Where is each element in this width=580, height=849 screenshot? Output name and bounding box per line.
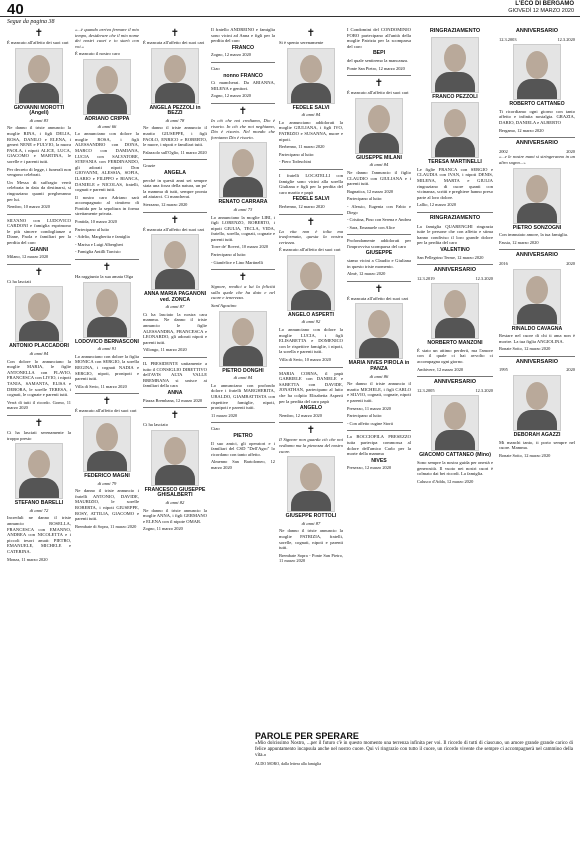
participants-title: Partecipano al lutto: xyxy=(211,252,247,258)
deceased-name: GIACOMO CATTANEO (Mino) xyxy=(419,452,491,459)
notice-place-date: Brembate Sopra - Ponte San Pietro, 11 marzo 2020 xyxy=(279,552,343,564)
notice-place-date: Palazzolo sull'Oglio, 11 marzo 2020 xyxy=(143,149,207,155)
cross-icon: ✝ xyxy=(102,396,112,408)
portrait-photo xyxy=(219,311,267,367)
deceased-name: DEBORAH AGAZZI xyxy=(513,432,561,439)
deceased-name: NORBERTO MANZONI xyxy=(427,340,483,347)
notice-text: Ci mancherai. Da ARIANNA, MILENA e genitori. xyxy=(211,80,275,91)
notice-text: Ne danno il triste annuncio il marito MICHELE, i figli CARLO e SILVIO, cognati, cognate, nipoti e parenti tutti. xyxy=(347,381,411,403)
notice-place-date: Milano, 12 marzo 2020 xyxy=(7,254,49,260)
deceased-name: ANGELO xyxy=(299,405,323,412)
notice-place-date: Zogno, 12 marzo 2020 xyxy=(211,93,251,99)
participant: - Con affetto cugine Storti xyxy=(347,420,394,426)
notice-intro: Ciao xyxy=(211,426,220,432)
participant: - Sara, Emanuele con Alice xyxy=(347,224,395,230)
portrait-photo xyxy=(513,375,561,431)
deceased-name: PIETRO xyxy=(233,432,253,439)
participants-title: Partecipano al lutto: xyxy=(279,151,315,157)
notice-text: Il suo amici, gli operatori e i familiari del CSD "Dell'Agro" lo ricordano con tanto affetto. xyxy=(211,440,275,457)
notice-place-date: Almè, 12 marzo 2020 xyxy=(347,271,386,277)
deceased-name: TERESA MARTINELLI xyxy=(428,159,482,166)
portrait-photo xyxy=(151,430,199,486)
deceased-age: di anni 83 xyxy=(29,117,49,123)
notice-quote: «...è quando arriva fermare il mio tempo, desiderare che il mio nome dei nostri cuori e io starò con voi.» xyxy=(75,27,139,49)
notice-text: Lo annunciano addolorati la moglie GIULIANA, i figli IVO, PATRIZIO e SUSANNA, nuore e nipoti. xyxy=(279,119,343,142)
portrait-photo xyxy=(287,48,335,104)
notice-intro: Ha raggiunto la sua amata Olga xyxy=(75,274,134,280)
deceased-name: RINALDO CAVAGNA xyxy=(511,325,563,332)
cross-icon: ✝ xyxy=(374,283,384,295)
publication-info xyxy=(508,1,574,14)
participant: - Alessio, Eugenia con Fabio e Diego xyxy=(347,203,411,215)
notice-quote: Signore, rendici a lui la felicità sulla quale che ha dato e nel cuore e tenerezza. xyxy=(211,284,275,301)
notice-text: Lo annunciano con dolore la figlia MONICA con SERGIO, la sorella REGINA, i cognati NADIA e SERGIO, nipoti, pronipoti e parenti tutti. xyxy=(75,353,139,382)
deceased-name: ANGELO ASPERTI xyxy=(288,311,334,318)
notice-text: Con immutato amore, la tua famiglia. xyxy=(499,232,569,238)
deceased-age: di anni 73 xyxy=(233,206,253,212)
deceased-name: LODOVICO BERNASCONI xyxy=(75,338,139,345)
notice-text: La BOCCIOFILA PRESEZZO tutta partecipa commossa al dolore dell'amico Carlo per la morte della mamma xyxy=(347,434,411,457)
section-title: ANNIVERSARIO xyxy=(515,28,559,34)
section-title: ANNIVERSARIO xyxy=(515,252,559,259)
portrait-photo xyxy=(287,456,335,512)
portrait-photo xyxy=(219,142,267,198)
deceased-name: ROBERTO CATTANEO xyxy=(509,101,565,108)
notice-intro: È mancata all'affetto dei suoi cari xyxy=(143,226,205,232)
notice-quote: «...e le nostre mani si stringeranno in un altro sogno...» xyxy=(499,154,575,165)
deceased-name: FRANCO xyxy=(231,44,255,51)
notice-text: Un Messa di suffragio verrà celebrata in data da destinarsi, si ringraziano quanti pregheranno per lui. xyxy=(7,179,71,202)
notice-place-date: Ambivere, 12 marzo 2020 xyxy=(417,366,464,372)
notice-intro: Ci ha lasciati xyxy=(7,278,31,284)
notice-place-date: Pontida, 10 marzo 2020 xyxy=(75,219,117,225)
deceased-name: FEDELE SALVI xyxy=(292,196,330,203)
notice-text: siamo vicini a Claudio e Giuliana in questo triste momento. xyxy=(347,258,411,269)
notice-text: Con dolore lo annunciano la moglie MARIA, le figlie ANTONELLA con FLAVIO, FRANCESCA con LIVIO, i nipoti TANIA, SAMANTA, ELISA e DEBORA, le sorelle TERESA, i cognati, le cognate e parenti tutti. xyxy=(7,358,71,398)
cross-icon: ✝ xyxy=(170,410,180,422)
notice-intro: Si è spento serenamente xyxy=(279,40,324,45)
notice-intro: È mancato all'affetto dei suoi cari xyxy=(279,247,341,253)
deceased-age: di anni 72 xyxy=(29,507,49,513)
participant: - Piero Todeschini xyxy=(279,159,312,165)
notice-place-date: Bonate Sotto, 12 marzo 2020 xyxy=(499,452,551,458)
anniversary-dates: 12.3.2019 12.3.2020 xyxy=(417,275,493,281)
participants-title: Partecipano al lutto xyxy=(75,226,110,232)
notice-text: È stato un attimo perderti, ma l'amore con il quale ci hai avvolto ci accompagna ogni giorno. xyxy=(417,347,493,365)
deceased-age: di anni 84 xyxy=(369,162,389,168)
notice-place-date: Berbenno, 11 marzo 2020 xyxy=(279,144,325,150)
portrait-photo xyxy=(513,168,561,224)
deceased-name: FRANCO PEZZOLI xyxy=(432,93,478,100)
notice-place-date: Zogno, 11 marzo 2020 xyxy=(143,526,183,532)
column-5 xyxy=(279,27,343,845)
notice-quote: La vita non è tolta ma trasformata, questa la nostra certezza. xyxy=(279,228,343,245)
deceased-name: GIUSEPPE xyxy=(365,250,393,257)
notice-place-date: Bonate Sotto, 12 marzo 2020 xyxy=(499,346,551,352)
deceased-name: FEDERICO MAGNI xyxy=(84,472,130,479)
deceased-name: BEPI xyxy=(372,50,386,57)
notice-text: del quale sentiremo la mancanza. xyxy=(347,57,409,63)
notice-text: Ne danno il triste annuncio il marito GIUSEPPE, i figli PAOLO, ENRICO e ROBERTO, le nuore, i nipoti e familiari tutti. xyxy=(143,125,207,148)
portrait-photo xyxy=(15,48,63,104)
cross-icon: ✝ xyxy=(238,105,248,117)
notice-place-date: Lallio, 12 marzo 2020 xyxy=(417,202,457,208)
cross-icon: ✝ xyxy=(34,28,44,39)
notice-place-date: Brembate di Sopra, 11 marzo 2020 xyxy=(75,523,137,529)
deceased-name: ANTONIO PLACCADORI xyxy=(9,343,69,350)
notice-place-date: Stezzano, 12 marzo 2020 xyxy=(143,201,188,207)
notice-intro: Ci ha lasciato xyxy=(143,422,169,428)
notice-intro: Grazie xyxy=(143,163,156,169)
participant: - Famiglia Antilli Tarcisio xyxy=(75,249,121,255)
portrait-photo xyxy=(83,416,131,472)
cross-icon: ✝ xyxy=(374,78,384,90)
notice-intro: È mancato all'affetto dei suoi cari xyxy=(75,408,137,414)
parole-per-sperare-box xyxy=(255,733,573,767)
column-1 xyxy=(7,27,71,564)
section-title: ANNIVERSARIO xyxy=(433,379,477,386)
section-title: RINGRAZIAMENTO xyxy=(429,214,481,221)
notice-text: Per decreto di legge, i funerali non vengono celebrati. xyxy=(7,166,71,178)
portrait-photo xyxy=(513,269,561,325)
notice-place-date: Calusco d'Adda, 12 marzo 2020 xyxy=(417,478,474,484)
notice-place-date: Berbenno, 12 marzo 2020 xyxy=(279,203,325,209)
notice-place-date: Verrà di tutti il ricordo. Gorno, 11 marzo 2020 xyxy=(7,399,71,411)
cross-icon: ✝ xyxy=(170,214,180,226)
deceased-age: di anni 84 xyxy=(233,375,253,381)
deceased-age: di anni 87 xyxy=(165,304,185,310)
notice-text: Ne danno il triste annuncio la moglie RINA, i figli DELIA, ROSA, DANILO e ELENA, i generi NENE e FULVIO, la nuora PAOLA, i nipoti ALICE, LUCA, GIACOMO e MARTINA, le sorelle e i parenti tutti. xyxy=(7,125,71,164)
deceased-name: ANGELA PEZZOLI in BEZZI xyxy=(149,104,201,117)
deceased-name: NIVES xyxy=(371,457,387,464)
deceased-age: di anni 84 xyxy=(29,351,49,357)
column-8 xyxy=(499,27,575,845)
portrait-photo xyxy=(431,102,479,158)
deceased-name: ANNA xyxy=(167,390,183,396)
section-title: ANNIVERSARIO xyxy=(515,358,559,365)
column-6 xyxy=(347,27,411,727)
deceased-age: di anni 82 xyxy=(165,499,185,505)
notice-text: MARIA CORNA, il papà GABRIELE con DANIELE e SABETTA con DAVIDE, JONATHAN, partecipano al lutto che ha colpito Elisabetta Asperti per la perdita del caro papà xyxy=(279,370,343,404)
deceased-name: PIETRO DONGHI xyxy=(222,367,264,374)
notice-text: Mi manchi tanto, ti porto sempre nel cuore. Mamma. xyxy=(499,439,575,451)
notice-text: La famiglia QUARENGHI ringrazia tutte le persone che con affetto e stima hanno condiviso il loro grande dolore per la perdita del caro xyxy=(417,223,493,246)
cross-icon: ✝ xyxy=(306,216,316,228)
anniversary-dates: 1995 2020 xyxy=(499,367,575,373)
notice-text: Lo annunciano con profondo dolore i fratelli MARGHERITA, UBALDO, GIAMBATTISTA con rispettive famiglie, nipoti, pronipoti e parenti tutti. xyxy=(211,382,275,411)
notice-place-date: Monza, 11 marzo 2020 xyxy=(7,556,48,562)
anniversary-dates: 2002 2020 xyxy=(499,148,575,154)
deceased-name: PIETRO SONZOGNI xyxy=(512,224,562,231)
column-4 xyxy=(211,27,275,845)
deceased-name: GIUSEPPE MILANI xyxy=(356,154,402,161)
notice-place-date: Presezzo, 12 marzo 2020 xyxy=(347,465,392,471)
deceased-name: GIUSEPPE ROTTOLI xyxy=(285,513,337,520)
notice-place-date: Torre de' Roveri, 10 marzo 2020 xyxy=(211,244,269,250)
participants-title: Partecipano al lutto: xyxy=(347,196,383,202)
notice-place-date: Nembro, 10 marzo 2020 xyxy=(7,204,50,210)
cross-icon: ✝ xyxy=(102,262,112,274)
notice-quote: In ciò che noi crediamo, Dio è risorto. In ciò che noi neghiamo, Dio è risorto. Nel mondo che forniamo Dio è risorto. xyxy=(211,117,275,140)
notice-text: Ne danno il triste annuncio i fratelli ANTONIO, DAVIDE, MAURIZIO, le sorelle ROBERTA, i nipoti GIUSEPPE, ROSY, ATTILIA, GIACOMO e parenti tutti. xyxy=(75,488,139,522)
cross-icon: ✝ xyxy=(34,417,44,429)
notice-text: Ne danno il triste annuncio la moglie ANNA, i figli GERMANO e ELENA con il nipote OMAR. xyxy=(143,507,207,524)
notice-text: perché in questi anni sei sempre stata una forza della natura, un po' la mamma di tutti, sempre pronta ad aiutarci. Ci mancherai. xyxy=(143,177,207,200)
deceased-name: FRANCESCO GIUSEPPE GHISALBERTI xyxy=(144,486,206,499)
deceased-age: di anni 78 xyxy=(165,117,185,123)
deceased-name: GIANNI xyxy=(29,246,49,253)
parole-title: PAROLE PER SPERARE xyxy=(255,731,359,741)
portrait-photo xyxy=(151,234,199,290)
deceased-age: di anni 91 xyxy=(97,346,117,352)
portrait-photo xyxy=(513,44,561,100)
notice-quote: Il Signore non guarda ciò che noi vediamo ma la pienezza del nostro cuore. xyxy=(279,437,343,454)
deceased-name: MARIA NIVES PIROLA in PANZA xyxy=(348,360,410,373)
notice-intro: È mancata all'affetto dei suoi cari xyxy=(347,295,409,301)
portrait-photo xyxy=(15,443,63,499)
notice-text: Le figlie FRANCA con SERGIO e CLAUDIA con IVAN, i nipoti DENIS, MILENA, MARTA e GIULIA ringraziano di cuore quanti con vicinanza, scritti e preghiere hanno preso parte al loro dolore. xyxy=(417,166,493,200)
notice-text: Ti ricordiamo ogni giorno con tanto affetto e infinita nostalgia. GRAZIA, DARIO, DANIELA e ALBERTO xyxy=(499,108,575,125)
deceased-name: FEDELE SALVI xyxy=(292,104,330,111)
portrait-photo xyxy=(83,282,131,338)
notice-text: Sono sempre la nostra guida per onestà e generosità. Il vuoto nei nostri cuori è colmato dai bei ricordi. La famiglia. xyxy=(417,460,493,477)
deceased-name: ADRIANO CRIPPA xyxy=(84,115,130,122)
notice-intro: È mancata all'affetto dei suoi cari xyxy=(143,40,205,45)
notice-place-date: Nembro, 12 marzo 2020 xyxy=(279,412,322,418)
deceased-name: VALENTINO xyxy=(440,246,470,253)
deceased-age: di anni 66 xyxy=(97,123,117,129)
page-number: 40 xyxy=(7,1,24,18)
portrait-photo xyxy=(431,395,479,451)
notice-text: Ne danno il triste annuncio la moglie PATRIZIA, fratelli, sorelle, cognati, nipoti e parenti tutti. xyxy=(279,528,343,551)
notice-place-date: Fassia, 12 marzo 2020 xyxy=(499,239,539,245)
notice-place-date: San Pellegrino Terme, 12 marzo 2020 xyxy=(417,254,484,260)
quote-author: Sant'Agostino xyxy=(211,303,237,309)
notice-text: Ci ha lasciato la nostra cara mamma. Ne danno il triste annuncio le figlie ALESSANDRA, FRANCESCA e LEONARDO, gli adorati nipoti e parenti tutti. xyxy=(143,311,207,345)
deceased-name: STEFANO BARELLI xyxy=(14,500,64,507)
portrait-photo xyxy=(15,286,63,342)
page-header xyxy=(0,0,580,17)
notice-intro: È mancato il nostro caro xyxy=(75,51,120,57)
parole-author: ALDO MORO, dalla lettera alla famiglia xyxy=(255,761,321,766)
deceased-age: di anni 84 xyxy=(301,112,321,118)
notice-place-date: Bergamo, 12 marzo 2020 xyxy=(499,127,544,133)
notice-text: I Condomini del CONDOMINIO FORO partecipano all'unità della moglie Patrizia per la scomparsa del caro xyxy=(347,27,411,49)
notice-text: Restare nel cuore di chi ti ama non è morire. La tua figlia ANGIOLINA. xyxy=(499,333,575,344)
section-title: ANNIVERSARIO xyxy=(433,267,477,274)
notice-place-date: Villongo, 11 marzo 2020 xyxy=(143,347,187,353)
portrait-photo xyxy=(151,48,199,104)
notice-text: Lo annunciano la moglie LIBI, i figli LORENZO, ROBERTO, i nipoti GIULIA, TECLA, VIDA, fratello, sorella, cognati, cognate e parenti tutti. xyxy=(211,214,275,242)
notice-place-date: Villa di Serio, 10 marzo 2020 xyxy=(279,357,331,363)
notice-text: Profondamente addolorati per l'improvvisa scomparsa del caro xyxy=(347,238,411,249)
deceased-name: ANGELA xyxy=(164,169,186,176)
portrait-photo xyxy=(355,303,403,359)
column-2 xyxy=(75,27,139,845)
portrait-photo xyxy=(431,283,479,339)
section-title: ANNIVERSARIO xyxy=(515,140,559,147)
notice-place-date: Almenno San Bartolomeo, 12 marzo 2020 xyxy=(211,459,275,470)
notice-text: SILVANO con LUDOVICO CARDONI e famiglia esprimono le più sincere condoglianze a Diane, Paola e familiari per la perdita del caro xyxy=(7,217,71,246)
anniversary-dates: 12.3.2005 12.3.2020 xyxy=(417,387,493,393)
anniversary-dates: 2016 2020 xyxy=(499,260,575,266)
cross-icon: ✝ xyxy=(306,425,316,437)
notice-text: Il fratello ANDREINO e famiglia sono vicini ad Anna e figli per la perdita del caro xyxy=(211,27,275,44)
publication-date: GIOVEDÌ 12 MARZO 2020 xyxy=(508,7,574,14)
notice-text: Il nostro caro Adriano sarà accompagnato al cimitero di Pontida per la sepoltura in forma strettamente privata. xyxy=(75,194,139,217)
notice-place-date: Zogno, 12 marzo 2020 xyxy=(211,52,251,58)
portrait-photo xyxy=(355,98,403,154)
deceased-age: di anni 87 xyxy=(301,520,321,526)
participant: - Marisa e Luigi Albergheri xyxy=(75,241,124,247)
notice-place-date: Bagnatica, 12 marzo 2020 xyxy=(347,188,394,194)
continued-note: Segue da pagina 38 xyxy=(7,19,55,25)
portrait-photo xyxy=(431,37,479,93)
notice-intro: È mancato all'affetto dei suoi cari xyxy=(7,40,69,45)
notice-intro: Ciao xyxy=(211,65,220,71)
deceased-name: nonno FRANCO xyxy=(223,72,263,79)
participant: - Cristina, Pino con Serena e Andrea xyxy=(347,217,411,223)
notice-place-date: Ponte San Pietro, 12 marzo 2020 xyxy=(347,65,405,71)
section-title: RINGRAZIAMENTO xyxy=(429,28,481,34)
portrait-photo xyxy=(83,59,131,115)
notice-place-date: Piazza Brembana, 12 marzo 2020 xyxy=(143,397,203,403)
column-3 xyxy=(143,27,207,845)
cross-icon: ✝ xyxy=(170,28,180,39)
cross-icon: ✝ xyxy=(306,28,316,39)
cross-icon: ✝ xyxy=(34,266,44,278)
portrait-photo xyxy=(287,255,335,311)
deceased-age: di anni 79 xyxy=(97,480,117,486)
participants-title: Partecipano al lutto: xyxy=(347,413,383,419)
deceased-name: RENATO CARRARA xyxy=(218,199,268,206)
column-7 xyxy=(417,27,493,727)
cross-icon: ✝ xyxy=(238,272,248,284)
notice-text: Lo annunciano con dolore la moglie LUCIA, i figli ELISABETTA e DOMENICO con le rispettive famiglie, i nipoti, la sorella e parenti tutti. xyxy=(279,327,343,355)
notice-text: Lo annunciano con dolore la moglie ROSA, i figli ALESSANDRO con DONA, MARCO con DAMIANA, LUCIA con SALVATORE, STEFANIA con FERDINANDO, gli adorati nipoti Don GIOVANNI, ALESSIA, SOFIA, ILARIO e FILIPPO e BIANCA, DANIELE e NICOLAS, fratelli, cognati e parenti tutti. xyxy=(75,131,139,193)
notice-place-date: Villa di Serio, 11 marzo 2020 xyxy=(75,383,127,389)
parole-text: «Mio dolcissimo Nostro, ...per il futuro c'è in questo momento una terrenza infinita per voi. Il ricordo di tutti di ciascuno, un amore grande grande carico di felice appuntamento incapsula anche nel nostro cuore. Qui vi ringrazio con tutto il cuore, un ricordo vivente che sempre ci accompagnerà nel cammino della vita.» xyxy=(255,741,573,758)
participant: - Adelio, Margherita e famiglia xyxy=(75,234,130,240)
notice-text: Increduli ne danno il triste annuncio ROSELLA, FRANCESCA con EMANNO, ANDREA con NICOLETTA e i piccoli tesori amati: PIETRO, EMANUELE, MICHELE e CATERINA. xyxy=(7,515,71,554)
publication-name: L'ECO DI BERGAMO xyxy=(515,1,574,7)
deceased-name: GIOVANNI MOROTTI (Angeli) xyxy=(13,104,65,117)
notice-place-date: Presezzo, 11 marzo 2020 xyxy=(347,405,391,411)
notice-text: Ne danno l'annuncio il figlio CLAUDIO con GIULIANA e i parenti tutti. xyxy=(347,169,411,187)
anniversary-dates: 12.3.2003 12.3.2020 xyxy=(499,36,575,42)
deceased-age: di anni 86 xyxy=(369,373,389,379)
notice-intro: È mancato all'affetto dei suoi cari xyxy=(347,90,409,96)
deceased-age: di anni 92 xyxy=(301,319,321,325)
participant: - Gianfelice e Lino Martinelli xyxy=(211,259,263,265)
deceased-name: ANNA MARIA PAGANONI ved. ZONCA xyxy=(143,291,207,303)
notice-intro: Ci ha lasciati serenamente la troppo presto xyxy=(7,429,71,441)
notice-text: IL PRESIDENTE unitamente a tutto il CONSIGLIO DIRETTIVO dell'AVIS ALTA VALLE BREMBANA si unisce ai familiari della cara xyxy=(143,361,207,389)
notice-text: I fratelli LOCATELLI con famiglie sono vicini alla sorella Giuliana e figli per la perdita del caro marito e papà xyxy=(279,172,343,195)
notice-place-date: 11 marzo 2020 xyxy=(211,412,238,418)
